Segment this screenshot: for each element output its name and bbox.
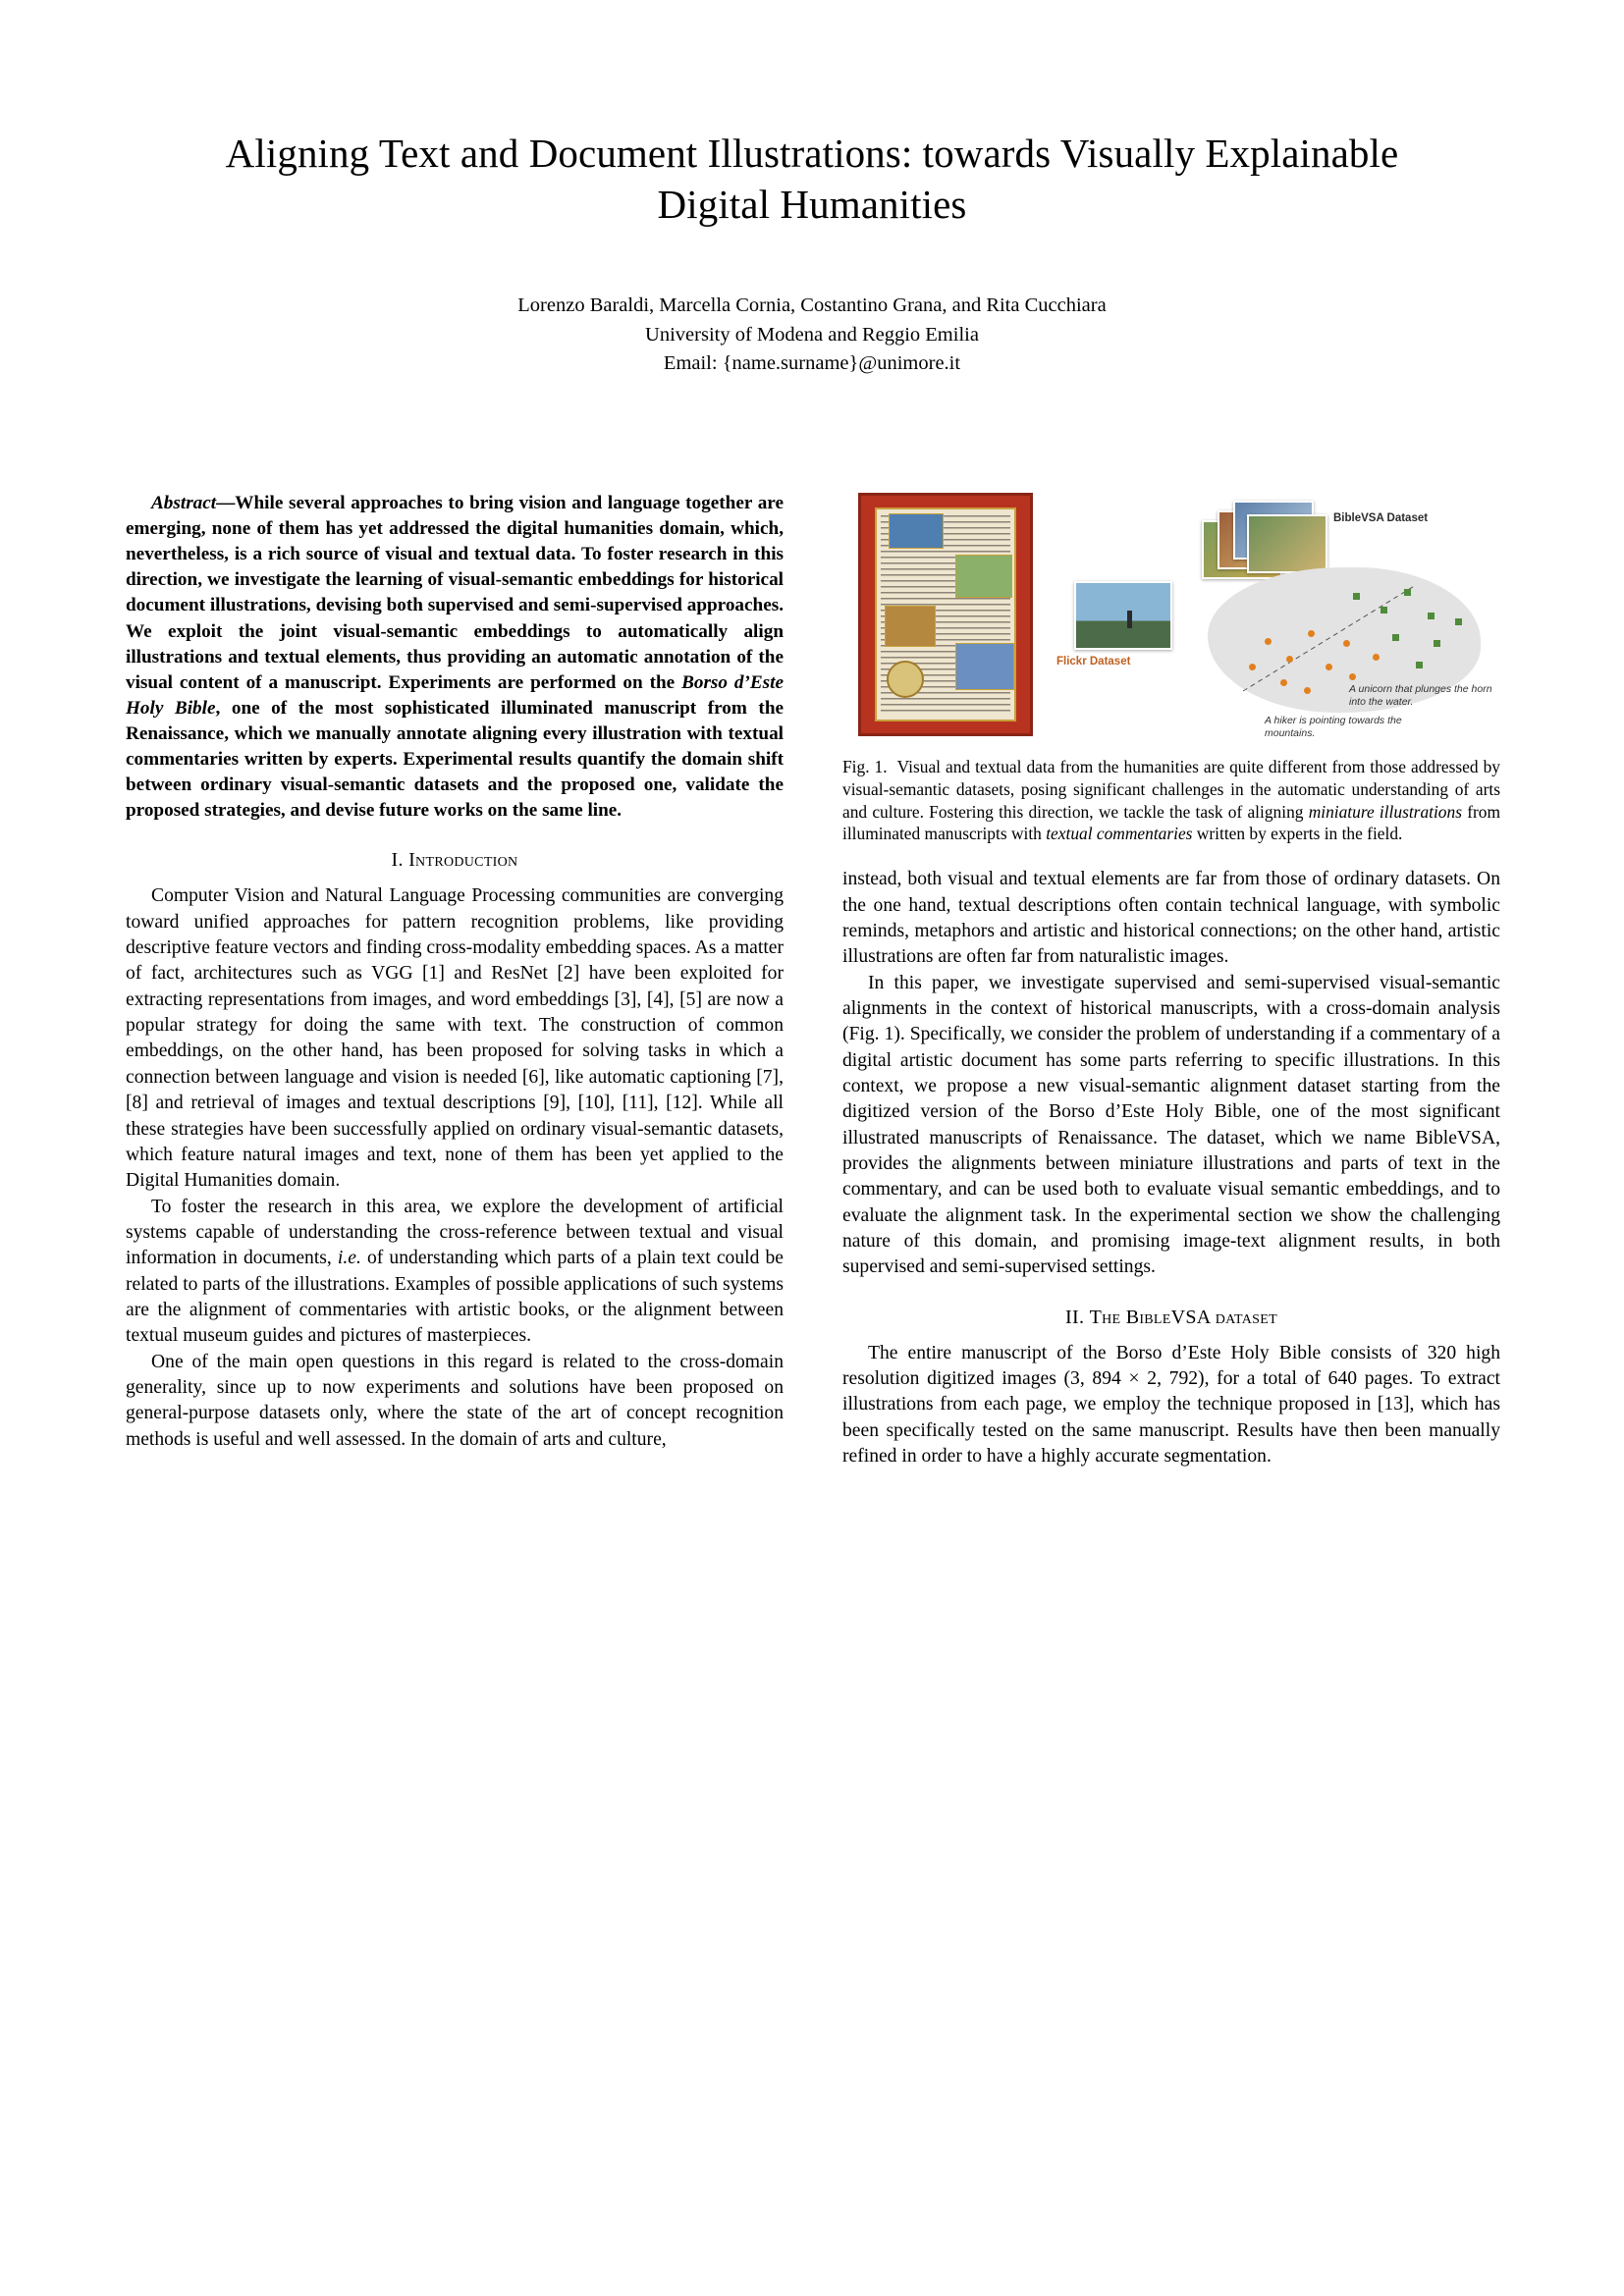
flickr-dataset-label: Flickr Dataset — [1056, 656, 1131, 667]
abstract-lead: Abstract — [151, 493, 217, 513]
embedding-point-flickr — [1265, 638, 1272, 645]
illuminated-manuscript-page-image — [858, 493, 1033, 736]
miniature-illustration — [889, 513, 944, 549]
manuscript-medallion — [887, 661, 924, 698]
embedding-point-biblevsa — [1392, 634, 1399, 641]
embedding-point-flickr — [1304, 687, 1311, 694]
embedding-point-flickr — [1349, 673, 1356, 680]
intro-paragraph-5: In this paper, we investigate supervised and semi-supervised visual-semantic alignments in the context of historical manuscripts, with a cross-domain analysis (Fig. 1). Specifically, we consider the problem of understanding if a commentary of a digital artistic document has some parts referring to specific illustrations. In this context, we propose a new visual-semantic alignment dataset starting from the digitized version of the Borso d’Este Holy Bible, one of the most significant illustrated manuscripts of Renaissance. The dataset, which we name BibleVSA, provides the alignments between miniature illustrations and parts of text in the commentary, and can be used both to evaluate visual semantic embeddings, and to evaluate the alignment task. In the experimental section we show the challenging nature of this domain, and promising image-text alignment results, in both supervised and semi-supervised settings. — [842, 972, 1500, 1278]
figure-1-graphic — [842, 491, 1500, 744]
figure-caption-italic1: miniature illustrations — [1308, 801, 1462, 822]
biblevsa-image-stack — [1202, 499, 1320, 579]
intro-paragraph-4: instead, both visual and textual elements are far from those of ordinary datasets. On the one hand, textual descriptions often contain technical language, with symbolic reminds, metaphors and artistic and historical connections; on the other hand, artistic illustrations are often far from naturalistic images. — [842, 869, 1500, 968]
contact-email: Email: {name.surname}@unimore.it — [663, 352, 961, 375]
section-heading-dataset — [842, 1307, 1500, 1329]
dataset-paragraph-1: The entire manuscript of the Borso d’Este Holy Bible consists of 320 high resolution digitized images (3, 894 × 2, 792), for a total of 640 pages. To extract illustrations from each page, we employ the technique proposed in [13], which has been specifically tested on the same manuscript. Results have then been manually refined in order to have a highly accurate segmentation. — [842, 1342, 1500, 1468]
section-number-dataset: II. — [1065, 1306, 1085, 1328]
miniature-illustration — [955, 555, 1012, 598]
embedding-point-flickr — [1326, 664, 1332, 670]
embedding-point-biblevsa — [1380, 607, 1387, 614]
body-columns — [126, 491, 1500, 2238]
section-title-dataset-pre: The — [1089, 1306, 1126, 1328]
section-title-introduction: Introduction — [408, 849, 518, 872]
section-number-introduction: I. — [391, 849, 404, 872]
stack-image — [1247, 514, 1327, 573]
abstract — [126, 491, 784, 824]
embedding-point-biblevsa — [1353, 593, 1360, 600]
embedding-point-flickr — [1308, 630, 1315, 637]
figure-caption-italic2: textual commentaries — [1046, 824, 1193, 844]
intro-paragraph-1: Computer Vision and Natural Language Processing communities are converging toward unified approaches for pattern recognition problems, like providing descriptive feature vectors and finding cross-modality embedding spaces. As a matter of fact, architectures such as VGG [1] and ResNet [2] have been exploited for extracting representations from images, and word embeddings [3], [4], [5] are now a popular strategy for doing the same with text. The construction of common embeddings, on the other hand, has been proposed for solving tasks in which a connection between language and vision is needed [6], like automatic captioning [7], [8] and retrieval of images and textual descriptions [9], [10], [11], [12]. While all these strategies have been successfully applied on ordinary visual-semantic datasets, which feature natural images and text, none of them has been yet applied to the Digital Humanities domain. — [126, 885, 784, 1192]
affiliation: University of Modena and Reggio Emilia — [645, 323, 979, 346]
embedding-point-flickr — [1373, 654, 1380, 661]
intro-p2-part1: To foster the research in this area, we explore the development of artificial systems capable of understanding the cross-reference between textual and visual information in documents, — [126, 1196, 784, 1269]
intro-paragraph-2 — [126, 1195, 784, 1350]
abstract-italic-1: Borso d’Este Holy Bible — [126, 671, 784, 719]
figure-caption-part2: from illuminated manuscripts with — [842, 801, 1500, 844]
abstract-body-2: , one of the most sophisticated illuminated manuscript from the Renaissance, which we manually annotate aligning every illustration with textual commentaries written by experts. Experimental results quantify the domain shift between ordinary visual-semantic datasets and the proposed one, validate the proposed strategies, and devise future works on the same line. — [126, 697, 785, 822]
left-column — [126, 491, 784, 1453]
embedding-point-biblevsa — [1404, 589, 1411, 596]
miniature-illustration — [885, 606, 936, 647]
figure-annotation-hiker: A hiker is pointing towards the mountains. — [1265, 715, 1402, 740]
embedding-point-flickr — [1280, 679, 1287, 686]
embedding-point-flickr — [1286, 656, 1293, 663]
author-list: Lorenzo Baraldi, Marcella Cornia, Costantino Grana, and Rita Cucchiara — [517, 294, 1107, 316]
page-title: Aligning Text and Document Illustrations: towards Visually Explainable Digital Humanities — [225, 131, 1399, 228]
section-heading-introduction — [126, 849, 784, 872]
figure-caption-part1: Visual and textual data from the humanities are quite different from those addressed by visual-semantic datasets, posing significant challenges in the automatic understanding of arts and culture. Fostering this direction, we tackle the task of aligning — [842, 757, 1500, 822]
figure-1-caption — [842, 756, 1500, 845]
intro-p2-part2: of understanding which parts of a plain text could be related to parts of the illustrations. Examples of possible applications of such systems are the alignment of commentaries with artistic books, or the alignment between textual museum guides and pictures of masterpieces. — [126, 1248, 785, 1347]
biblevsa-dataset-label: BibleVSA Dataset — [1333, 512, 1429, 524]
figure-1-label: Fig. 1. — [842, 757, 888, 776]
flickr-photo-thumbnail — [1074, 581, 1172, 650]
embedding-point-biblevsa — [1416, 662, 1423, 668]
section-title-dataset-post: dataset — [1210, 1306, 1277, 1328]
miniature-illustration — [955, 643, 1014, 690]
figure-1 — [842, 491, 1500, 845]
abstract-body-1: —While several approaches to bring vision and language together are emerging, none of them has yet addressed the digital humanities domain, which, nevertheless, is a rich source of visual and textual data. To foster research in this direction, we investigate the learning of visual-semantic embeddings for historical document illustrations, devising both supervised and semi-supervised approaches. We exploit the joint visual-semantic embeddings to automatically align illustrations and textual elements, thus providing an automatic annotation of the visual content of a manuscript. Experiments are performed on the — [126, 493, 784, 693]
section-title-dataset-name: BibleVSA — [1125, 1306, 1211, 1328]
embedding-point-biblevsa — [1428, 613, 1435, 619]
embedding-point-flickr — [1249, 664, 1256, 670]
embedding-point-biblevsa — [1434, 640, 1440, 647]
right-column — [842, 491, 1500, 1469]
intro-paragraph-3: One of the main open questions in this regard is related to the cross-domain generality, since up to now experiments and solutions have been proposed on general-purpose datasets only, where the state of the art of concept recognition methods is useful and well assessed. In the domain of arts and culture, — [126, 1351, 784, 1450]
figure-caption-part3: written by experts in the field. — [1192, 824, 1403, 844]
embedding-point-biblevsa — [1455, 618, 1462, 625]
figure-annotation-unicorn: A unicorn that plunges the horn into the water. — [1349, 683, 1492, 709]
intro-p2-italic: i.e. — [337, 1248, 361, 1269]
photo-person-silhouette — [1127, 611, 1132, 628]
embedding-point-flickr — [1343, 640, 1350, 647]
